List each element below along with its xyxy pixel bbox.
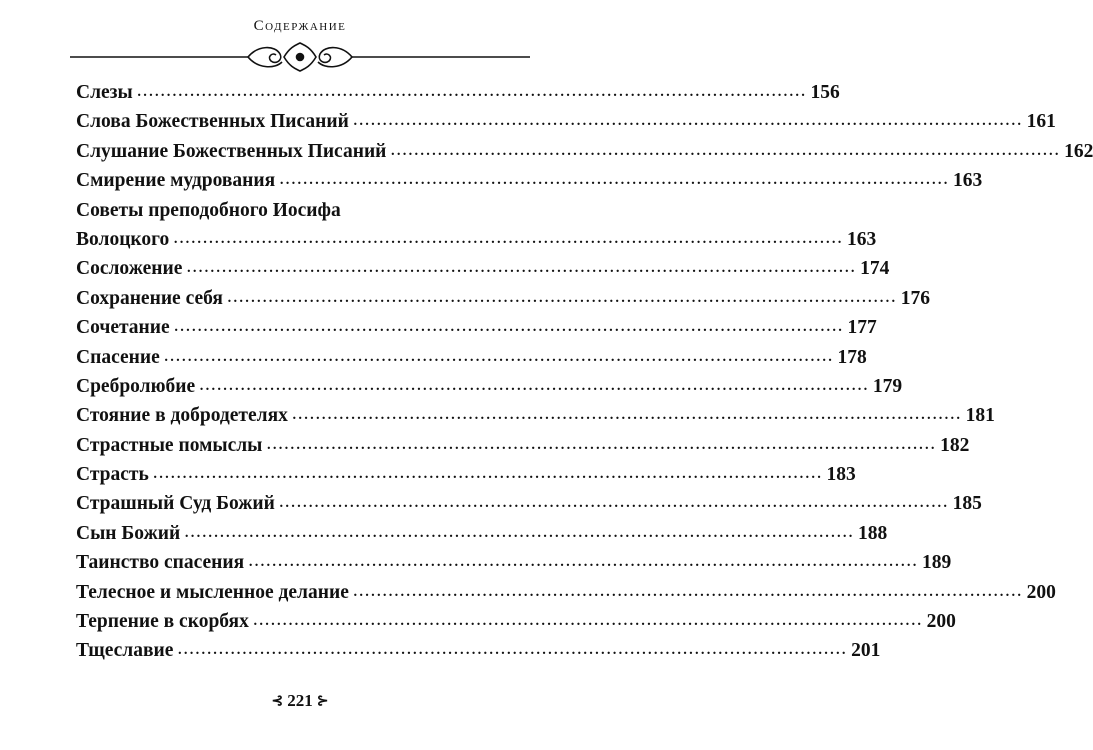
toc-entry-page: 183 <box>826 464 856 486</box>
toc-entry-page: 200 <box>926 611 956 633</box>
page-number: 221 <box>287 691 313 710</box>
toc-entry[interactable] <box>76 78 840 107</box>
dot-leader: .................................................................................................................. <box>291 403 962 425</box>
toc-entry-page: 177 <box>847 317 877 339</box>
toc-entry-title: Стояние в добродетелях <box>76 405 288 427</box>
dot-leader: .................................................................................................................. <box>279 168 949 190</box>
toc-entry[interactable] <box>76 607 956 636</box>
toc-entry-title: Тщеславие <box>76 640 174 662</box>
toc-entry[interactable] <box>76 636 881 665</box>
toc-entry-page: 161 <box>1026 111 1056 133</box>
right-footer-ornament: ⊱ <box>316 694 329 709</box>
toc-entry-page: 201 <box>851 640 881 662</box>
dot-leader: .................................................................................................................. <box>184 520 854 542</box>
page-header-title: Содержание <box>253 18 347 34</box>
left-footer-ornament: ⊰ <box>271 694 284 709</box>
dot-leader: .................................................................................................................. <box>252 609 923 631</box>
dot-leader: .................................................................................................................. <box>173 315 844 337</box>
toc-entry[interactable] <box>76 519 888 548</box>
toc-entry[interactable] <box>76 254 890 283</box>
toc-entry-page: 200 <box>1026 581 1056 603</box>
toc-entry-title: Терпение в скорбях <box>76 611 249 633</box>
dot-leader: .................................................................................................................. <box>186 256 857 278</box>
dot-leader: .................................................................................................................. <box>163 344 834 366</box>
dot-leader: .................................................................................................................. <box>199 373 869 395</box>
toc-entry-page: 174 <box>860 258 890 280</box>
toc-entry-title: Смирение мудрования <box>76 170 276 192</box>
toc-entry-title: Страстные помыслы <box>76 434 263 456</box>
dot-leader: .................................................................................................................. <box>152 462 823 484</box>
dot-leader: .................................................................................................................. <box>352 579 1023 601</box>
toc-entry[interactable] <box>76 489 982 518</box>
toc-entry[interactable] <box>76 137 1093 166</box>
toc-entry-page: 163 <box>847 228 877 250</box>
toc-entry-title: Сребролюбие <box>76 375 196 397</box>
toc-entry-page: 181 <box>965 405 995 427</box>
toc-entry-page: 163 <box>952 170 983 192</box>
dot-leader: .................................................................................................................. <box>173 226 844 248</box>
toc-entry-title: Сосложение <box>76 258 183 280</box>
toc-entry[interactable] <box>76 460 856 489</box>
dot-leader: .................................................................................................................. <box>248 550 918 572</box>
page-footer <box>0 691 600 711</box>
toc-entry-page: 178 <box>837 346 867 368</box>
toc-entry[interactable] <box>76 313 877 342</box>
toc-entry-title: Страшный Суд Божий <box>76 493 275 515</box>
dot-leader: .................................................................................................................. <box>352 109 1023 131</box>
toc-entry[interactable] <box>76 548 952 577</box>
toc-entry[interactable] <box>76 166 983 195</box>
toc-entry-title: Слова Божественных Писаний <box>76 111 349 133</box>
toc-entry-title: Сочетание <box>76 317 170 339</box>
toc-entry[interactable] <box>76 401 995 430</box>
toc-entry-page: 188 <box>857 522 888 544</box>
toc-entry-title: Таинство спасения <box>76 552 245 574</box>
toc-entry-title: Сохранение себя <box>76 287 223 309</box>
dot-leader: .................................................................................................................. <box>136 80 807 101</box>
toc-entry-title: Телесное и мысленное делание <box>76 581 349 603</box>
toc-entry-page: 179 <box>872 375 903 397</box>
dot-leader: .................................................................................................................. <box>278 491 949 513</box>
toc-entry[interactable] <box>76 107 1056 136</box>
toc-entry-title: Слезы <box>76 82 133 103</box>
toc-entry-page: 162 <box>1064 140 1093 162</box>
toc-entry[interactable] <box>76 578 1056 607</box>
toc-entry[interactable] <box>76 431 970 460</box>
toc-entry-title: Советы преподобного Иосифа <box>76 199 341 221</box>
toc-entry[interactable] <box>76 196 508 225</box>
toc-entry-title: Спасение <box>76 346 160 368</box>
toc-entry-title: Сын Божий <box>76 522 181 544</box>
dot-leader: .................................................................................................................. <box>390 138 1061 160</box>
toc-entry-page: 189 <box>921 552 952 574</box>
dot-leader: .................................................................................................................. <box>177 638 848 660</box>
toc-entry-title: Страсть <box>76 464 149 486</box>
toc-entry-page: 182 <box>940 434 970 456</box>
toc-entry-title: Волоцкого <box>76 228 170 250</box>
dot-leader: .................................................................................................................. <box>226 285 897 307</box>
toc-entry[interactable] <box>76 225 877 254</box>
toc-entry[interactable] <box>76 372 903 401</box>
table-of-contents <box>76 78 1093 666</box>
toc-entry-page: 156 <box>810 82 840 103</box>
toc-entry[interactable] <box>76 343 867 372</box>
toc-entry[interactable] <box>76 284 930 313</box>
dot-leader: .................................................................................................................. <box>266 432 937 454</box>
toc-entry-page: 176 <box>900 287 930 309</box>
toc-entry-title: Слушание Божественных Писаний <box>76 140 387 162</box>
toc-entry-page: 185 <box>952 493 982 515</box>
header-ornament <box>70 40 530 74</box>
